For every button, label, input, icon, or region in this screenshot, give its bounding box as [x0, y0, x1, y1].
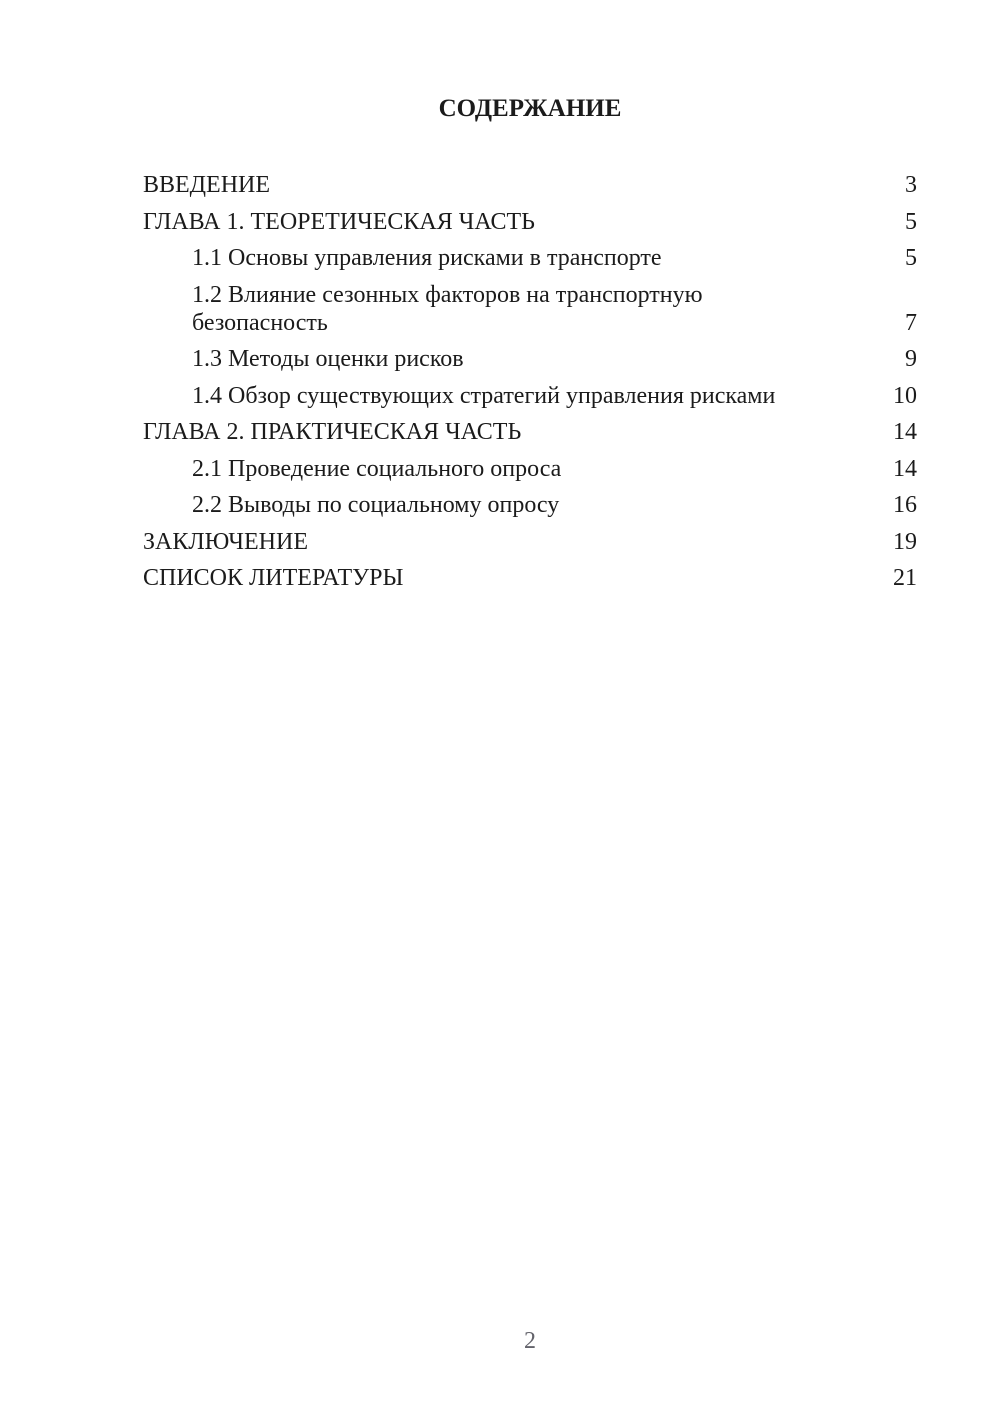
toc-entry-page-number: 3	[905, 172, 917, 198]
toc-entry-page-number: 5	[905, 245, 917, 271]
toc-entry-title-line: 1.2 Влияние сезонных факторов на транспортную	[192, 281, 703, 308]
toc-entry-title: СПИСОК ЛИТЕРАТУРЫ	[143, 565, 404, 591]
footer-page-number: 2	[524, 1328, 536, 1354]
toc-entry-page-number: 14	[893, 455, 917, 482]
toc-entry-title: ЗАКЛЮЧЕНИЕ	[143, 528, 308, 555]
toc-entry-title: 2.1 Проведение социального опроса	[192, 455, 562, 482]
page-title: СОДЕРЖАНИЕ	[438, 95, 622, 122]
toc-entry	[143, 208, 917, 236]
toc-entry-title-line: безопасность	[192, 309, 328, 336]
toc-entry-page-number: 21	[893, 565, 917, 591]
toc-entry-title: ГЛАВА 1. ТЕОРЕТИЧЕСКАЯ ЧАСТЬ	[143, 208, 535, 235]
toc-entry	[143, 244, 917, 272]
toc-entry-page-number: 10	[893, 382, 917, 409]
toc-entry-title: 1.4 Обзор существующих стратегий управления рисками	[192, 382, 776, 409]
toc-entry-title: 2.2 Выводы по социальному опросу	[192, 492, 560, 518]
toc-entry	[143, 281, 917, 337]
toc-entry	[143, 345, 917, 373]
toc-entry-title: ГЛАВА 2. ПРАКТИЧЕСКАЯ ЧАСТЬ	[143, 419, 522, 445]
toc-entry	[143, 418, 917, 446]
toc-entry-page-number: 7	[905, 309, 917, 336]
toc-entry-title: 1.1 Основы управления рисками в транспорте	[192, 245, 662, 271]
toc-entry	[143, 528, 917, 556]
toc-entry	[143, 564, 917, 592]
toc-entry	[143, 382, 917, 410]
toc-entry	[143, 455, 917, 483]
toc-entry-page-number: 16	[893, 492, 917, 518]
toc-entry-page-number: 9	[905, 346, 917, 372]
toc-entry-page-number: 5	[905, 208, 917, 235]
toc-entry	[143, 491, 917, 519]
toc-entry-title: ВВЕДЕНИЕ	[143, 172, 271, 198]
toc-entry-page-number: 19	[893, 528, 917, 555]
toc-entry-page-number: 14	[893, 419, 917, 445]
toc-entry	[143, 171, 917, 199]
toc-entry-title	[143, 281, 703, 337]
toc-entry-title: 1.3 Методы оценки рисков	[192, 346, 464, 372]
toc-list	[143, 171, 917, 601]
